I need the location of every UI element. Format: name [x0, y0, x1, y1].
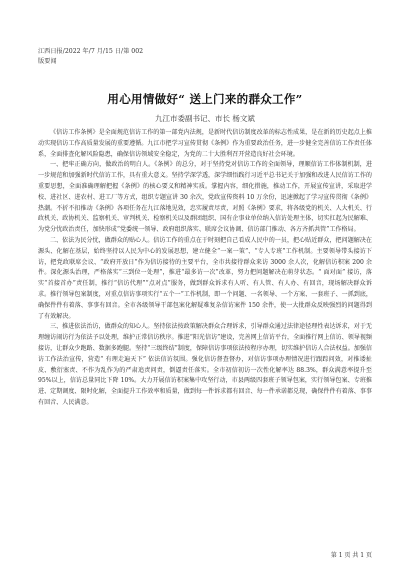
document-header [38, 47, 143, 67]
page-footer: 第 1 页 共 1 页 [330, 552, 372, 559]
header-section-line: 版要闻 [38, 58, 57, 65]
article-title: 用心用情做好“ 送上门来的群众工作” [107, 92, 303, 106]
paragraph: 二、依法为民分忧，做群众的贴心人。信访工作的重点在于时刻把自己看成人民中的一员，把心贴近群众，把问题解决在源头、化解在基层，始终坚持以人民为中心的发展思想，建立健全“一案一策”、“专人专班”工作机制。主要领导带头接访下访，把党政联席会议、“政府开放日”作为信访接待的主要平台，全市共接待群众来访 3000 余人次，化解信访积案 200 余件。深化源头治理，严格落实“三到位一处理”，推进“最多访一次”改革，努力把问题解决在萌芽状态。“ 面对面” 接访，落实“首接首办”责任制，推行“信访代理”“点对点”服务，做到群众诉求有人听、有人管、有人办、有回音，现场解决群众诉求。推行领导包案制度，对重点信访事项实行“五个一”工作机制，即一个问题、一名领导、一个方案、一套班子、一抓到底，确保件件有着落、事事有回音。全市各级领导干部包案化解疑难复杂信访案件 150 余件，使一大批群众反映强烈的问题得到了有效解决。 [38, 236, 372, 320]
article-byline: 九江市委副书记、市长 杨文斌 [155, 114, 255, 123]
paragraph: 一、把牢正确方向，做政治的明白人。《条例》的总分，对于坚持党对信访工作的全面领导，理顺信访工作体制机制，进一步规范和加强新时代信访工作，具有重大意义。坚持学深学透，深学细悟践行习近平总书记关于加强和改进人民信访工作的重要思想，全面准确理解把握《条例》的核心要义和精神实质。掌握内容，细化措施，推动工作，开展宣传宣讲，采取进学校、进社区、进农村、进工厂等方式，组织专题宣讲 30 余次，党政宣传资料 10 万余份，迅速掀起了学习宣传贯彻《条例》热潮。不折不扣推动《条例》各项任务在九江落地见效，忠实履责尽责，对照《条例》要求，将各级党的机关、人大机关、行政机关、政协机关、监察机关、审判机关、检察机关以及群团组织、国有企事业单位纳入信访处理主体，切实扛起为民解难、为党分忧政治责任，加快形成“党委统一领导、政府组织落实、联席会议协调、信访部门推动、各方齐抓共管”工作格局。 [38, 161, 372, 234]
header-source-line: 江西日报/2022 年/7 月/15 日/第 002 [38, 48, 144, 55]
article-body [38, 128, 372, 409]
paragraph: 《信访工作条例》是全面规范信访工作的第一部党内法规，是新时代信访制度改革的标志性成果，是在新的历史起点上推动实现信访工作高质量发展的重要遵循。九江市把学习宣传贯彻《条例》作为重要政治任务，进一步健全完善信访工作责任体系，全面排查化解风险隐患，确保信访领域安全稳定，为党的二十大胜利召开营造良好社会环境。 [38, 129, 372, 158]
paragraph: 三、推进依法治访，做群众的知心人。坚持依法按政策解决群众合理诉求，引导群众通过法律途径理性表达诉求，对于无理缠访闹访行为依法予以处理，维护正常信访秩序。推进“阳光信访”建设，完善网上信访平台，全面推行网上信访、领导视频接访，让群众少跑路、数据多跑腿。坚持“三级终结”制度，保障信访事项依法按程序办理，切实维护信访人合法权益。加强信访工作法治宣传，营造“ 有理走遍天下” 依法信访氛围。强化信访督查督办，对信访事项办理情况进行跟踪问效，对推诿扯皮、敷衍塞责、不作为乱作为的严肃追责问责，倒逼责任落实。全市初信初访一次性化解率达 88.3%，群众满意率提升至 95%以上，信访总量同比下降 10%。大力开展信访积案集中攻坚行动，市县两级四套班子领导包案，实行领导包案、专班推进、定期调度、限时化解，全面提升工作效率和质量，做到每一件诉求都有回音、每一件承诺都兑现，确保件件有着落、事事有回音、人民满意。 [38, 323, 372, 406]
